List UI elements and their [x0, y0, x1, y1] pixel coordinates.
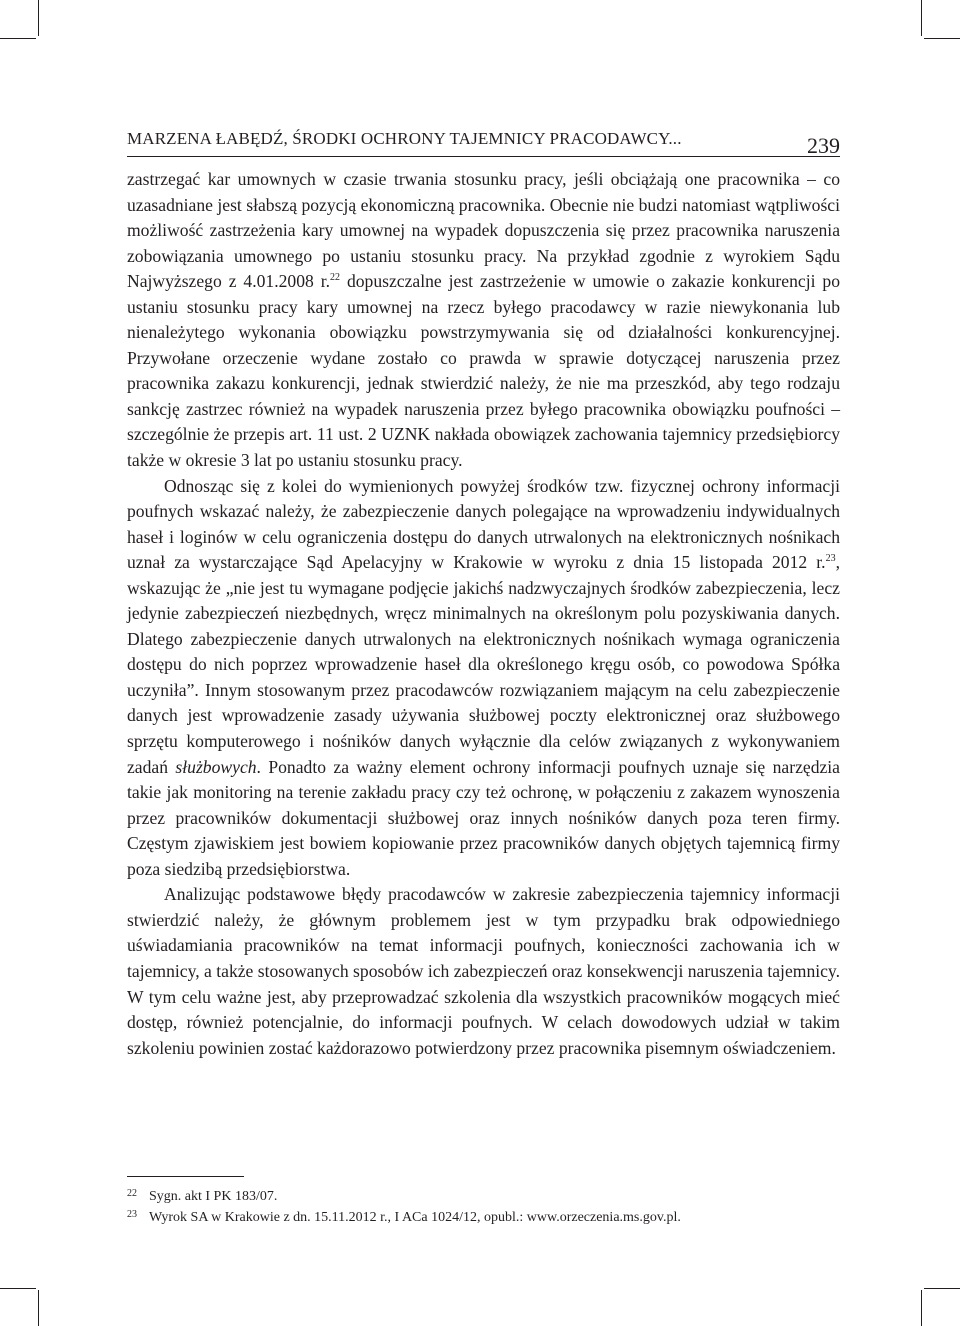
crop-mark-top-right-vertical	[921, 0, 922, 36]
footnote-ref-22: 22	[330, 272, 341, 284]
crop-mark-top-left-vertical	[38, 0, 39, 36]
paragraph-1	[127, 167, 840, 474]
footnote-text: Sygn. akt I PK 183/07.	[149, 1189, 278, 1204]
paragraph-1-text-b: dopuszczalne jest zastrzeżenie w umowie o zakazie konkurencji po ustaniu stosunku pracy kary umownej na rzecz byłego pracodawcy w razie niewykonania lub nienależytego wykonania obowiązku powstrzymywania się od działalności konkurencyjnej. Przywołane orzeczenie wydane zostało co prawda w sprawie dotyczącej naruszenia przez pracownika zakazu konkurencji, jednak stwierdzić należy, że nie ma przeszkód, aby tego rodzaju sankcję zastrzec również na wypadek naruszenia przez byłego pracownika obowiązku poufności – szczególnie że przepis art. 11 ust. 2 UZNK nakłada obowiązek zachowania tajemnicy przedsiębiorcy także w okresie 3 lat po ustaniu stosunku pracy.	[127, 271, 840, 471]
footnote-number: 23	[127, 1209, 137, 1220]
footnote-text: Wyrok SA w Krakowie z dn. 15.11.2012 r., I ACa 1024/12, opubl.: www.orzeczenia.ms.gov.pl.	[149, 1210, 681, 1225]
running-head: MARZENA ŁABĘDŹ, ŚRODKI OCHRONY TAJEMNICY PRACODAWCY...	[127, 129, 682, 148]
footnote-23	[127, 1207, 840, 1228]
paragraph-2-text-c: . Ponadto za ważny element ochrony informacji poufnych uznaje się narzędzia takie jak monitoring na terenie zakładu pracy czy też ochronę, w połączeniu z zakazem wynoszenia przez pracowników dokumentacji służbowej oraz innych nośników danych poza teren firmy. Częstym zjawiskiem jest bowiem kopiowanie przez pracowników danych objętych tajemnicą firmy poza siedzibą przedsiębiorstwa.	[127, 756, 840, 879]
footnote-22	[127, 1186, 840, 1207]
paragraph-2-text-a: Odnosząc się z kolei do wymienionych powyżej środków tzw. fizycznej ochrony informacji poufnych wskazać należy, że zabezpieczenie danych polegające na wprowadzeniu indywidualnych haseł i loginów w celu ograniczenia dostępu do danych utrwalonych na elektronicznych nośnikach uznał za wystarczające Sąd Apelacyjny w Krakowie w wyroku z dnia 15 listopada 2012 r.	[127, 475, 840, 573]
paragraph-2	[127, 474, 840, 883]
crop-mark-bottom-right-vertical	[921, 1290, 922, 1326]
footnote-number: 22	[127, 1188, 137, 1199]
paragraph-2-text-b: , wskazując że „nie jest tu wymagane podjęcie jakichś nadzwyczajnych środków zabezpieczenia, lecz jedynie zabezpieczeń niezbędnych, wręcz minimalnych na określonym polu pozyskiwania danych. Dlatego zabezpieczenie danych utrwalonych na elektronicznych nośnikach wymaga ograniczenia dostępu do nich poprzez wprowadzenie haseł dla określonego kręgu osób, co powodowa Spółka uczyniła”. Innym stosowanym przez pracodawców rozwiązaniem mającym na celu zabezpieczenie danych jest wprowadzenie zasady używania służbowej poczty elektronicznej oraz służbowego sprzętu komputerowego i nośników danych wyłącznie dla celów związanych z wykonywaniem zadań	[127, 552, 840, 777]
footnotes	[127, 1186, 840, 1228]
footnote-ref-23: 23	[825, 553, 836, 565]
paragraph-3: Analizując podstawowe błędy pracodawców w zakresie zabezpieczenia tajemnicy informacji stwierdzić należy, że głównym problemem jest w tym przypadku brak odpowiedniego uświadamiania pracowników na temat informacji poufnych, konieczności zachowania ich w tajemnicy, a także stosowanych sposobów ich zabezpieczeń oraz konsekwencji naruszenia tajemnicy. W tym celu ważne jest, aby przeprowadzać szkolenia dla wszystkich pracowników mogących mieć dostęp, również potencjalnie, do informacji poufnych. W celach dowodowych udział w takim szkoleniu powinien zostać każdorazowo potwierdzony przez pracownika pisemnym oświadczeniem.	[127, 884, 840, 1058]
footnote-separator	[127, 1176, 244, 1177]
crop-mark-bottom-left-horizontal	[0, 1288, 36, 1289]
page-number: 239	[807, 133, 840, 158]
crop-mark-bottom-right-horizontal	[924, 1288, 960, 1289]
crop-mark-bottom-left-vertical	[38, 1290, 39, 1326]
body-text	[127, 167, 840, 1061]
paragraph-1-text-a: zastrzegać kar umownych w czasie trwania stosunku pracy, jeśli obciążają one pracownika – co uzasadniane jest słabszą pozycją ekonomiczną pracownika. Obecnie nie budzi natomiast wątpliwości możliwość zastrzeżenia kary umownej na wypadek dopuszczenia się przez pracownika naruszenia zobowiązania umownego po ustaniu stosunku pracy. Na przykład zgodnie z wyrokiem Sądu Najwyższego z 4.01.2008 r.	[127, 169, 840, 292]
paragraph-2-italic: służbowych	[175, 756, 257, 777]
crop-mark-top-left-horizontal	[0, 38, 36, 39]
page-header	[127, 124, 840, 157]
crop-mark-top-right-horizontal	[924, 38, 960, 39]
